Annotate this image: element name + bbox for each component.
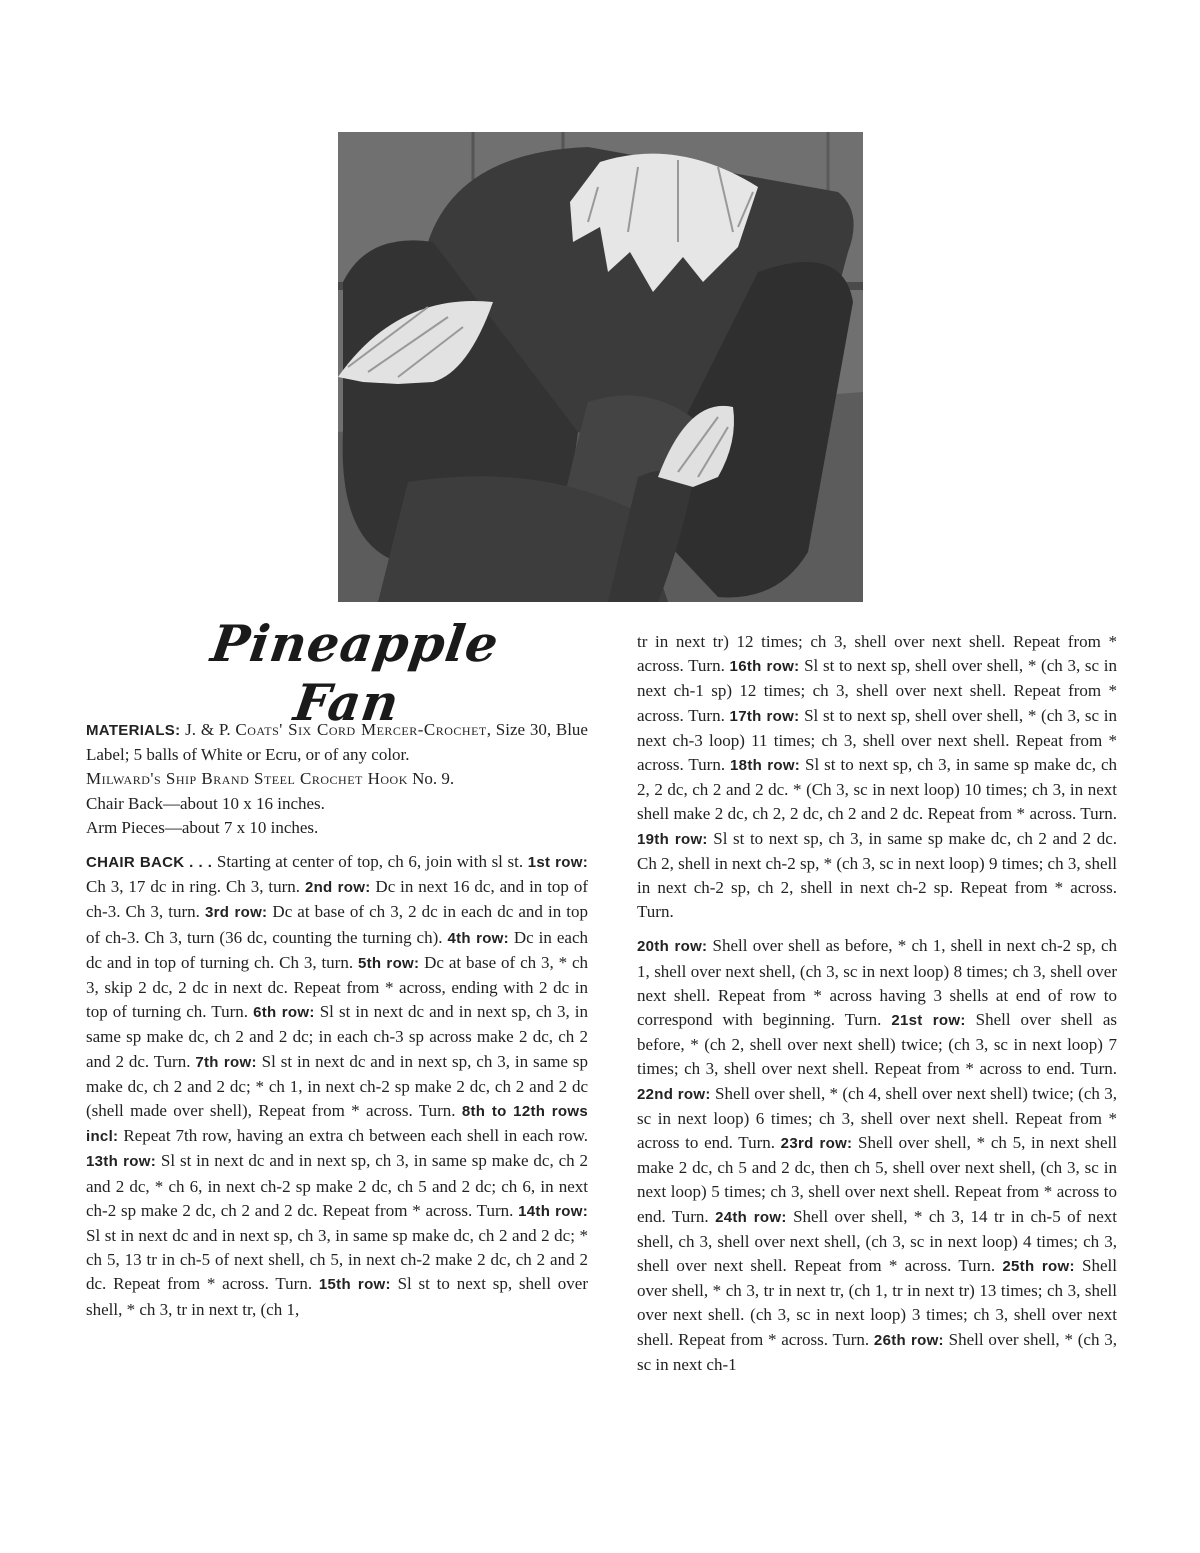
chair-photo	[338, 132, 863, 602]
materials-text: J. & P.	[180, 720, 236, 739]
right-column	[637, 630, 1117, 1377]
row-label: 22nd row:	[637, 1085, 711, 1103]
instruction-text: Sl st in next dc and in next sp, ch 3, in same sp make dc, ch 2 and 2 dc; in each ch-3 sp across make 2 dc, ch 2 and 2 dc. Turn.	[86, 1002, 588, 1071]
instruction-text: Sl st to next sp, ch 3, in same sp make dc, ch 2, 2 dc, ch 2 and 2 dc. * (Ch 3, sc in next loop) 10 times; ch 3, in next shell make 2 dc, ch 2, 2 dc, ch 2 and 2 dc. Repeat from * across. Turn.	[637, 755, 1118, 824]
row-label: 3rd row:	[204, 904, 268, 922]
chair-back-size: Chair Back—about 10 x 16 inches.	[86, 793, 325, 813]
instruction-text: Sl st to next sp, ch 3, in same sp make dc, ch 2 and 2 dc. Ch 2, shell in next ch-2 sp, * (ch 3, sc in next loop) 9 times; ch 3, shell in next ch-2 sp, ch 2, shell in next ch-2 sp. Repeat from * across. Turn.	[637, 828, 1117, 922]
row-label: 26th row:	[873, 1331, 944, 1349]
instruction-text: Dc in each dc and in top of turning ch. Ch 3, turn.	[86, 927, 589, 972]
instructions-final-rows	[637, 934, 1117, 1377]
instruction-text: Shell over shell, * ch 3, 14 tr in ch-5 of next shell, ch 3, shell over next shell, (ch 3, sc in next loop) 4 times; ch 3, shell over next shell. Repeat from * across. Turn.	[637, 1206, 1118, 1276]
row-label: 18th row:	[730, 757, 801, 775]
row-label: 8th to 12th rows incl:	[86, 1103, 588, 1146]
row-label: 25th row:	[1002, 1258, 1075, 1276]
instruction-text: Dc at base of ch 3, 2 dc in each dc and in top of ch-3. Ch 3, turn (36 dc, counting the turning ch).	[86, 902, 588, 947]
instruction-text: Repeat 7th row, having an extra ch between each shell in each row.	[118, 1126, 588, 1146]
thread-brand: Coats' Six Cord Mercer-Crochet	[235, 720, 487, 739]
thread-details: , Size 30, Blue Label; 5 balls of White or Ecru, or of any color.	[86, 720, 588, 765]
instruction-text: Shell over shell, * (ch 4, shell over next shell) twice; (ch 3, sc in next loop) 6 times; ch 3, shell over next shell. Repeat from * across to end. Turn.	[637, 1083, 1117, 1153]
instruction-text: Shell over shell as before, * (ch 2, shell over next shell) twice; (ch 3, sc in next loop) 7 times; ch 3, shell over next shell. Repeat from * across to end. Turn.	[637, 1010, 1118, 1079]
instruction-text: tr in next tr) 12 times; ch 3, shell over next shell. Repeat from * across. Turn.	[637, 632, 1117, 676]
pattern-title: Pineapple Fan	[207, 614, 503, 732]
row-label: 2nd row:	[304, 879, 371, 897]
materials-paragraph	[86, 718, 588, 767]
instruction-text: Starting at center of top, ch 6, join with sl st.	[212, 852, 528, 872]
row-label: 19th row:	[637, 830, 708, 848]
row-label: 24th row:	[715, 1208, 787, 1226]
instruction-text: Sl st in next dc and in next sp, ch 3, in same sp make dc, ch 2 and 2 dc; * ch 1, in next ch-2 sp make 2 dc, ch 2 and 2 dc (shell made over shell), Repeat from * across. Turn.	[86, 1051, 588, 1121]
instruction-text: Sl st to next sp, shell over shell, * (ch 3, sc in next ch-1 sp) 12 times; ch 3, shell over next shell. Repeat from * across. Turn.	[637, 656, 1118, 725]
arm-pieces-size: Arm Pieces—about 7 x 10 inches.	[86, 817, 319, 837]
hook-line	[86, 767, 588, 791]
row-label: 7th row:	[195, 1053, 257, 1071]
row-label: 16th row:	[729, 658, 800, 676]
hook-brand: Milward's Ship Brand Steel Crochet Hook	[86, 769, 408, 789]
instruction-text: Sl st to next sp, shell over shell, * ch 3, tr in next tr, (ch 1,	[86, 1274, 589, 1319]
row-label: 13th row:	[86, 1153, 157, 1171]
hook-size: No. 9.	[407, 769, 455, 789]
row-label: 23rd row:	[780, 1135, 853, 1153]
materials-heading: MATERIALS:	[86, 722, 181, 739]
row-label: 14th row:	[518, 1202, 589, 1220]
row-label: 17th row:	[729, 707, 800, 725]
instruction-text: Sl st to next sp, shell over shell, * (ch 3, sc in next ch-3 loop) 11 times; ch 3, shell over next shell. Repeat from * across. Turn.	[637, 705, 1118, 775]
chair-back-heading: CHAIR BACK . . .	[86, 854, 213, 872]
instruction-text: Ch 3, 17 dc in ring. Ch 3, turn.	[86, 877, 305, 897]
row-label: 4th row:	[447, 929, 509, 947]
row-label: 1st row:	[527, 854, 588, 872]
armchair-illustration	[338, 132, 863, 602]
instruction-text: Dc in next 16 dc, and in top of ch-3. Ch 3, turn.	[86, 877, 589, 922]
instruction-text: Dc at base of ch 3, * ch 3, skip 2 dc, 2 dc in next dc. Repeat from * across, ending with 2 dc in top of turning ch. Turn.	[86, 952, 588, 1022]
instruction-text: Sl st in next dc and in next sp, ch 3, in same sp make dc, ch 2 and 2 dc; * ch 5, 13 tr in ch-5 of next shell, ch 5, in next ch-2 make 2 dc, ch 2 and 2 dc. Repeat from * across. Turn.	[86, 1226, 588, 1294]
instruction-text: Shell over shell, * (ch 3, sc in next ch-1	[637, 1329, 1117, 1374]
chair-back-instructions	[86, 850, 588, 1322]
instruction-text: Shell over shell as before, * ch 1, shell in next ch-2 sp, ch 1, shell over next shell, (ch 3, sc in next loop) 8 times; ch 3, shell over next shell. Repeat from * across having 3 shells at end of row to correspond with beginning. Turn.	[637, 936, 1117, 1030]
row-label: 5th row:	[357, 954, 420, 972]
row-label: 15th row:	[318, 1276, 391, 1294]
instruction-text: Shell over shell, * ch 3, tr in next tr, (ch 1, tr in next tr) 13 times; ch 3, shell over next shell. (ch 3, sc in next loop) 3 times; ch 3, shell over next shell. Repeat from * across. Turn.	[637, 1256, 1117, 1349]
instruction-text: Sl st in next dc and in next sp, ch 3, in same sp make dc, ch 2 and 2 dc, * ch 6, in next ch-2 sp make 2 dc, ch 5 and 2 dc; ch 6, in next ch-2 sp make 2 dc, ch 2 and 2 dc. Repeat from * across. Turn.	[86, 1151, 589, 1220]
left-column	[86, 718, 588, 1322]
row-label: 6th row:	[253, 1004, 315, 1022]
instructions-continued	[637, 630, 1117, 924]
row-label: 21st row:	[891, 1012, 966, 1030]
row-label: 20th row:	[637, 938, 708, 956]
instruction-text: Shell over shell, * ch 5, in next shell make 2 dc, ch 5 and 2 dc, then ch 5, shell over next shell, (ch 3, sc in next loop) 5 times; ch 3, shell over next shell. Repeat from * across to end. Turn.	[637, 1133, 1117, 1226]
